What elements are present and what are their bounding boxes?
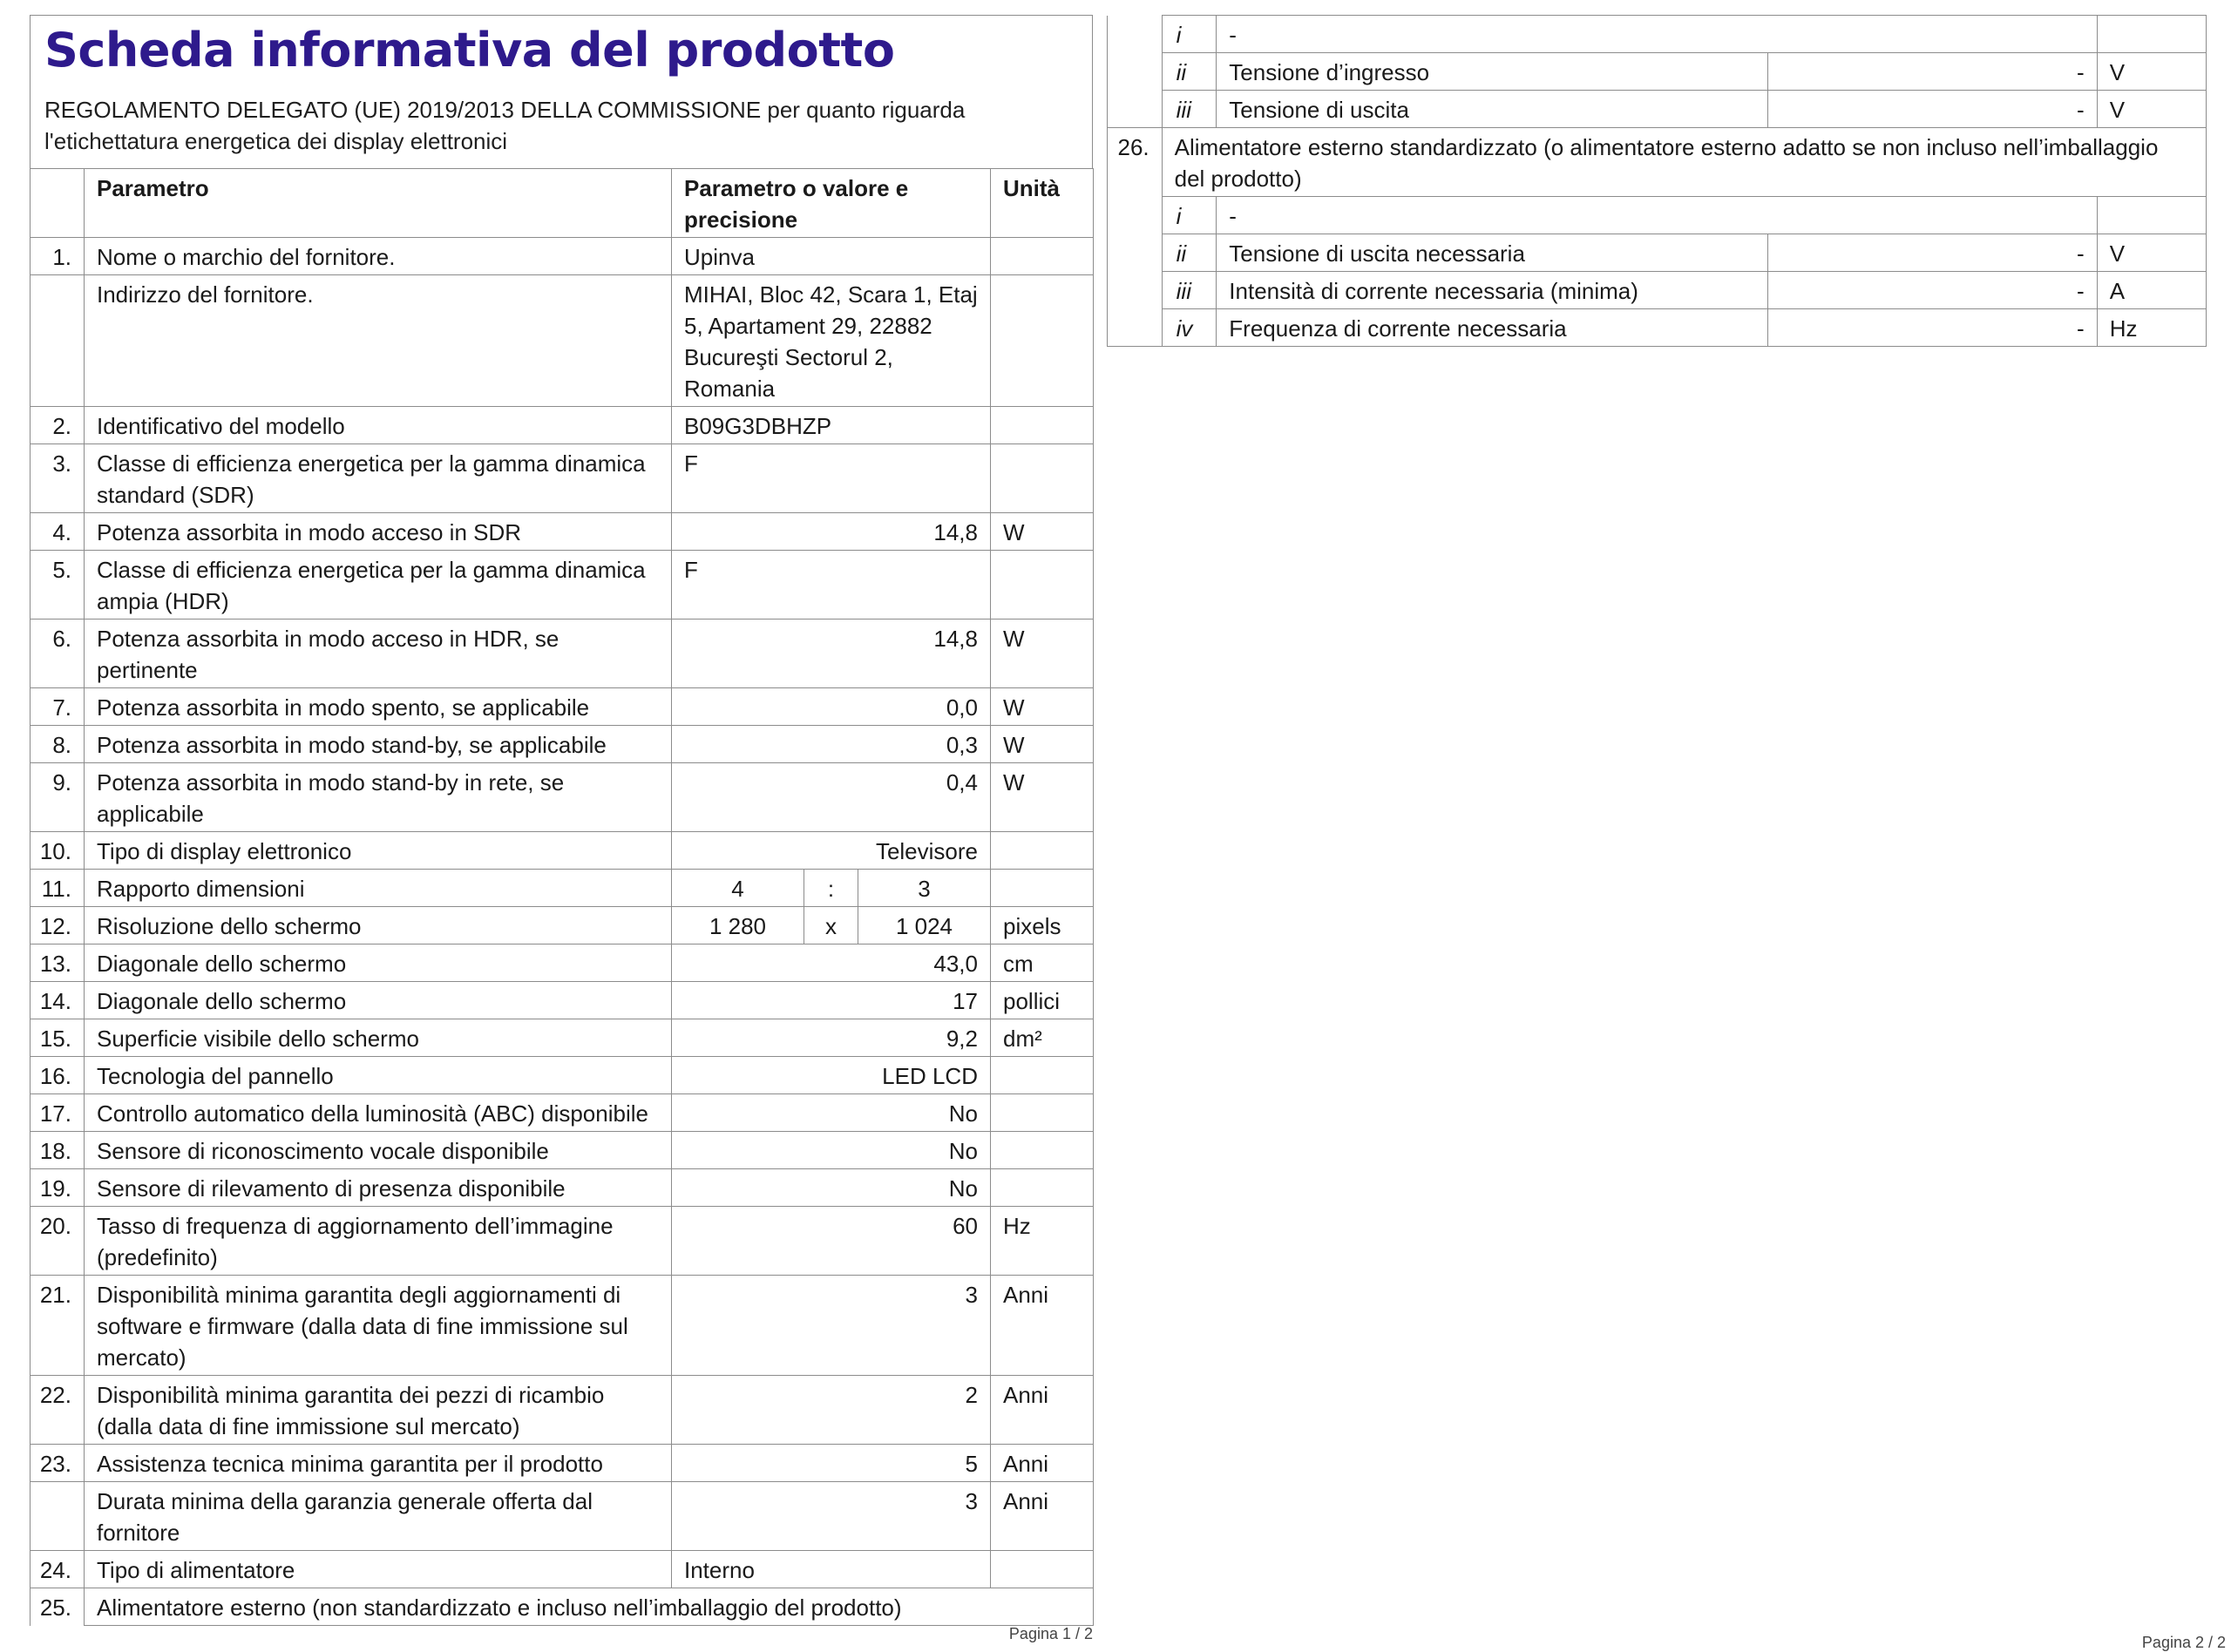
table-row: 9. Potenza assorbita in modo stand-by in rete, se applicabile 0,4 W xyxy=(31,763,1094,832)
table-row: 7. Potenza assorbita in modo spento, se applicabile 0,0 W xyxy=(31,688,1094,726)
page-number-footer: Pagina 1 / 2 xyxy=(1008,1625,1093,1642)
row-label: Potenza assorbita in modo acceso in HDR, se pertinente xyxy=(85,620,672,688)
row-value: - xyxy=(1767,272,2097,309)
row-label: Tipo di alimentatore xyxy=(85,1551,672,1588)
row-label: Alimentatore esterno (non standardizzato e incluso nell’imballaggio del prodotto) xyxy=(85,1588,1094,1626)
row-value: 2 xyxy=(672,1376,991,1445)
row-value: 3 xyxy=(672,1276,991,1376)
column-header-parameter: Parametro xyxy=(85,169,672,238)
table-header-row xyxy=(31,169,1094,238)
row-label: Risoluzione dello schermo xyxy=(85,907,672,944)
row-unit xyxy=(991,870,1094,907)
row-unit: V xyxy=(2097,91,2206,128)
row-label: Tensione di uscita necessaria xyxy=(1217,234,1768,272)
row-label: Durata minima della garanzia generale offerta dal fornitore xyxy=(85,1482,672,1551)
row-label: Potenza assorbita in modo stand-by in rete, se applicabile xyxy=(85,763,672,832)
page-2 xyxy=(1107,0,2231,1652)
table-row: 15. Superficie visibile dello schermo 9,2 dm² xyxy=(31,1019,1094,1057)
product-info-table xyxy=(30,168,1094,1626)
row-value: 9,2 xyxy=(672,1019,991,1057)
row-unit: W xyxy=(991,513,1094,551)
row-label: Classe di efficienza energetica per la gamma dinamica ampia (HDR) xyxy=(85,551,672,620)
row-unit xyxy=(991,832,1094,870)
table-row: 23. Assistenza tecnica minima garantita per il prodotto 5 Anni xyxy=(31,1445,1094,1482)
row-unit: V xyxy=(2097,234,2206,272)
row-unit: Anni xyxy=(991,1482,1094,1551)
row-roman-number: iii xyxy=(1162,272,1217,309)
row-unit xyxy=(2097,197,2206,234)
row-label: Alimentatore esterno standardizzato (o alimentatore esterno adatto se non incluso nell’imballaggio del prodotto) xyxy=(1162,128,2206,197)
row-value: No xyxy=(672,1094,991,1132)
row-label: Frequenza di corrente necessaria xyxy=(1217,309,1768,347)
row-unit xyxy=(991,444,1094,513)
table-row: 4. Potenza assorbita in modo acceso in SDR 14,8 W xyxy=(31,513,1094,551)
row-label: Potenza assorbita in modo stand-by, se applicabile xyxy=(85,726,672,763)
table-row: 16. Tecnologia del pannello LED LCD xyxy=(31,1057,1094,1094)
row-value: 0,4 xyxy=(672,763,991,832)
row-label: - xyxy=(1217,197,2097,234)
row-roman-number: iii xyxy=(1162,91,1217,128)
table-row xyxy=(1108,197,2207,234)
row-value-a: 1 280 xyxy=(672,907,804,944)
row-unit: W xyxy=(991,763,1094,832)
row-label: Tensione d’ingresso xyxy=(1217,53,1768,91)
row-roman-number: ii xyxy=(1162,234,1217,272)
row-label: Nome o marchio del fornitore. xyxy=(85,238,672,275)
row-roman-number: i xyxy=(1162,16,1217,53)
row-unit xyxy=(991,1551,1094,1588)
row-label: Rapporto dimensioni xyxy=(85,870,672,907)
row-label: Tecnologia del pannello xyxy=(85,1057,672,1094)
row-value: MIHAI, Bloc 42, Scara 1, Etaj 5, Apartament 29, 22882 Bucureşti Sectorul 2, Romania xyxy=(672,275,991,407)
row-label: Tipo di display elettronico xyxy=(85,832,672,870)
row-roman-number: iv xyxy=(1162,309,1217,347)
row-value-b: 1 024 xyxy=(858,907,991,944)
row-value: - xyxy=(1767,234,2097,272)
row-unit: pixels xyxy=(991,907,1094,944)
row-unit: Hz xyxy=(2097,309,2206,347)
table-row: 20. Tasso di frequenza di aggiornamento dell’immagine (predefinito) 60 Hz xyxy=(31,1207,1094,1276)
row-unit: Anni xyxy=(991,1445,1094,1482)
table-row: 6. Potenza assorbita in modo acceso in HDR, se pertinente 14,8 W xyxy=(31,620,1094,688)
row-label: Sensore di riconoscimento vocale disponibile xyxy=(85,1132,672,1169)
row-label: Potenza assorbita in modo spento, se applicabile xyxy=(85,688,672,726)
row-unit: cm xyxy=(991,944,1094,982)
row-unit xyxy=(2097,16,2206,53)
row-value-b: 3 xyxy=(858,870,991,907)
row-value: 3 xyxy=(672,1482,991,1551)
table-row: 12. Risoluzione dello schermo 1 280 x 1 024 pixels xyxy=(31,907,1094,944)
table-row: 17. Controllo automatico della luminosità (ABC) disponibile No xyxy=(31,1094,1094,1132)
row-roman-number: i xyxy=(1162,197,1217,234)
table-row xyxy=(31,275,1094,407)
row-value: 0,0 xyxy=(672,688,991,726)
page-title: Scheda informativa del prodotto xyxy=(44,23,895,78)
row-value: Televisore xyxy=(672,832,991,870)
row-unit: A xyxy=(2097,272,2206,309)
table-row: 18. Sensore di riconoscimento vocale disponibile No xyxy=(31,1132,1094,1169)
row-label: Sensore di rilevamento di presenza disponibile xyxy=(85,1169,672,1207)
row-unit xyxy=(991,1094,1094,1132)
row-label: Controllo automatico della luminosità (ABC) disponibile xyxy=(85,1094,672,1132)
table-row: 24. Tipo di alimentatore Interno xyxy=(31,1551,1094,1588)
row-value-separator: x xyxy=(804,907,858,944)
table-row xyxy=(31,1482,1094,1551)
row-roman-number: ii xyxy=(1162,53,1217,91)
power-supply-table xyxy=(1107,15,2207,347)
table-row: 3. Classe di efficienza energetica per la gamma dinamica standard (SDR) F xyxy=(31,444,1094,513)
page-number-footer: Pagina 2 / 2 xyxy=(2141,1634,2226,1651)
table-row: 1. Nome o marchio del fornitore. Upinva xyxy=(31,238,1094,275)
row-value: - xyxy=(1767,309,2097,347)
row-value: No xyxy=(672,1132,991,1169)
row-value: 14,8 xyxy=(672,620,991,688)
row-unit xyxy=(991,1132,1094,1169)
row-value: F xyxy=(672,551,991,620)
row-value: LED LCD xyxy=(672,1057,991,1094)
row-value-a: 4 xyxy=(672,870,804,907)
row-label: Assistenza tecnica minima garantita per il prodotto xyxy=(85,1445,672,1482)
column-header-unit: Unità xyxy=(991,169,1094,238)
table-row: 10. Tipo di display elettronico Televisore xyxy=(31,832,1094,870)
row-value: - xyxy=(1767,53,2097,91)
row-value: - xyxy=(1767,91,2097,128)
row-value: 14,8 xyxy=(672,513,991,551)
table-row: 26. Alimentatore esterno standardizzato (o alimentatore esterno adatto se non incluso nell’imballaggio del prodotto) xyxy=(1108,128,2207,197)
row-label: Tensione di uscita xyxy=(1217,91,1768,128)
table-row: 5. Classe di efficienza energetica per la gamma dinamica ampia (HDR) F xyxy=(31,551,1094,620)
row-unit xyxy=(991,1169,1094,1207)
row-value: Upinva xyxy=(672,238,991,275)
row-unit xyxy=(991,275,1094,407)
row-label: Superficie visibile dello schermo xyxy=(85,1019,672,1057)
table-row: 22. Disponibilità minima garantita dei pezzi di ricambio (dalla data di fine immissione sul mercato) 2 Anni xyxy=(31,1376,1094,1445)
row-label: Potenza assorbita in modo acceso in SDR xyxy=(85,513,672,551)
table-row xyxy=(1108,309,2207,347)
row-unit: pollici xyxy=(991,982,1094,1019)
table-row: 8. Potenza assorbita in modo stand-by, se applicabile 0,3 W xyxy=(31,726,1094,763)
table-row xyxy=(1108,53,2207,91)
table-row: 2. Identificativo del modello B09G3DBHZP xyxy=(31,407,1094,444)
row-value: 60 xyxy=(672,1207,991,1276)
row-value: No xyxy=(672,1169,991,1207)
row-unit: Hz xyxy=(991,1207,1094,1276)
row-unit: W xyxy=(991,688,1094,726)
document-header xyxy=(30,15,1093,168)
row-unit xyxy=(991,238,1094,275)
row-label: Diagonale dello schermo xyxy=(85,944,672,982)
row-label: - xyxy=(1217,16,2097,53)
row-value: 0,3 xyxy=(672,726,991,763)
row-unit xyxy=(991,1057,1094,1094)
row-unit xyxy=(991,407,1094,444)
row-value: F xyxy=(672,444,991,513)
row-label: Identificativo del modello xyxy=(85,407,672,444)
row-label: Intensità di corrente necessaria (minima) xyxy=(1217,272,1768,309)
row-unit: V xyxy=(2097,53,2206,91)
row-value: Interno xyxy=(672,1551,991,1588)
column-header-value: Parametro o valore e precisione xyxy=(672,169,991,238)
page-1 xyxy=(0,0,1098,1652)
table-row xyxy=(1108,234,2207,272)
row-unit xyxy=(991,551,1094,620)
row-value-separator: : xyxy=(804,870,858,907)
row-label: Disponibilità minima garantita dei pezzi di ricambio (dalla data di fine immissione sul mercato) xyxy=(85,1376,672,1445)
row-unit: W xyxy=(991,620,1094,688)
table-row: 14. Diagonale dello schermo 17 pollici xyxy=(31,982,1094,1019)
row-value: 43,0 xyxy=(672,944,991,982)
row-unit: W xyxy=(991,726,1094,763)
table-row: 19. Sensore di rilevamento di presenza disponibile No xyxy=(31,1169,1094,1207)
regulation-subtitle: REGOLAMENTO DELEGATO (UE) 2019/2013 DELLA COMMISSIONE per quanto riguarda l'etichettatura energetica dei display elettronici xyxy=(44,97,966,154)
table-row: 21. Disponibilità minima garantita degli aggiornamenti di software e firmware (dalla data di fine immissione sul mercato) 3 Anni xyxy=(31,1276,1094,1376)
row-label: Classe di efficienza energetica per la gamma dinamica standard (SDR) xyxy=(85,444,672,513)
table-row xyxy=(1108,16,2207,53)
row-unit: Anni xyxy=(991,1276,1094,1376)
row-label: Tasso di frequenza di aggiornamento dell’immagine (predefinito) xyxy=(85,1207,672,1276)
row-unit: Anni xyxy=(991,1376,1094,1445)
row-label: Indirizzo del fornitore. xyxy=(85,275,672,407)
row-value: 17 xyxy=(672,982,991,1019)
table-row xyxy=(1108,91,2207,128)
row-value: 5 xyxy=(672,1445,991,1482)
table-row: 11. Rapporto dimensioni 4 : 3 xyxy=(31,870,1094,907)
row-label: Diagonale dello schermo xyxy=(85,982,672,1019)
row-unit: dm² xyxy=(991,1019,1094,1057)
table-row: 13. Diagonale dello schermo 43,0 cm xyxy=(31,944,1094,982)
row-label: Disponibilità minima garantita degli aggiornamenti di software e firmware (dalla data di fine immissione sul mercato) xyxy=(85,1276,672,1376)
row-value: B09G3DBHZP xyxy=(672,407,991,444)
table-row: 25. Alimentatore esterno (non standardizzato e incluso nell’imballaggio del prodotto) xyxy=(31,1588,1094,1626)
table-row xyxy=(1108,272,2207,309)
